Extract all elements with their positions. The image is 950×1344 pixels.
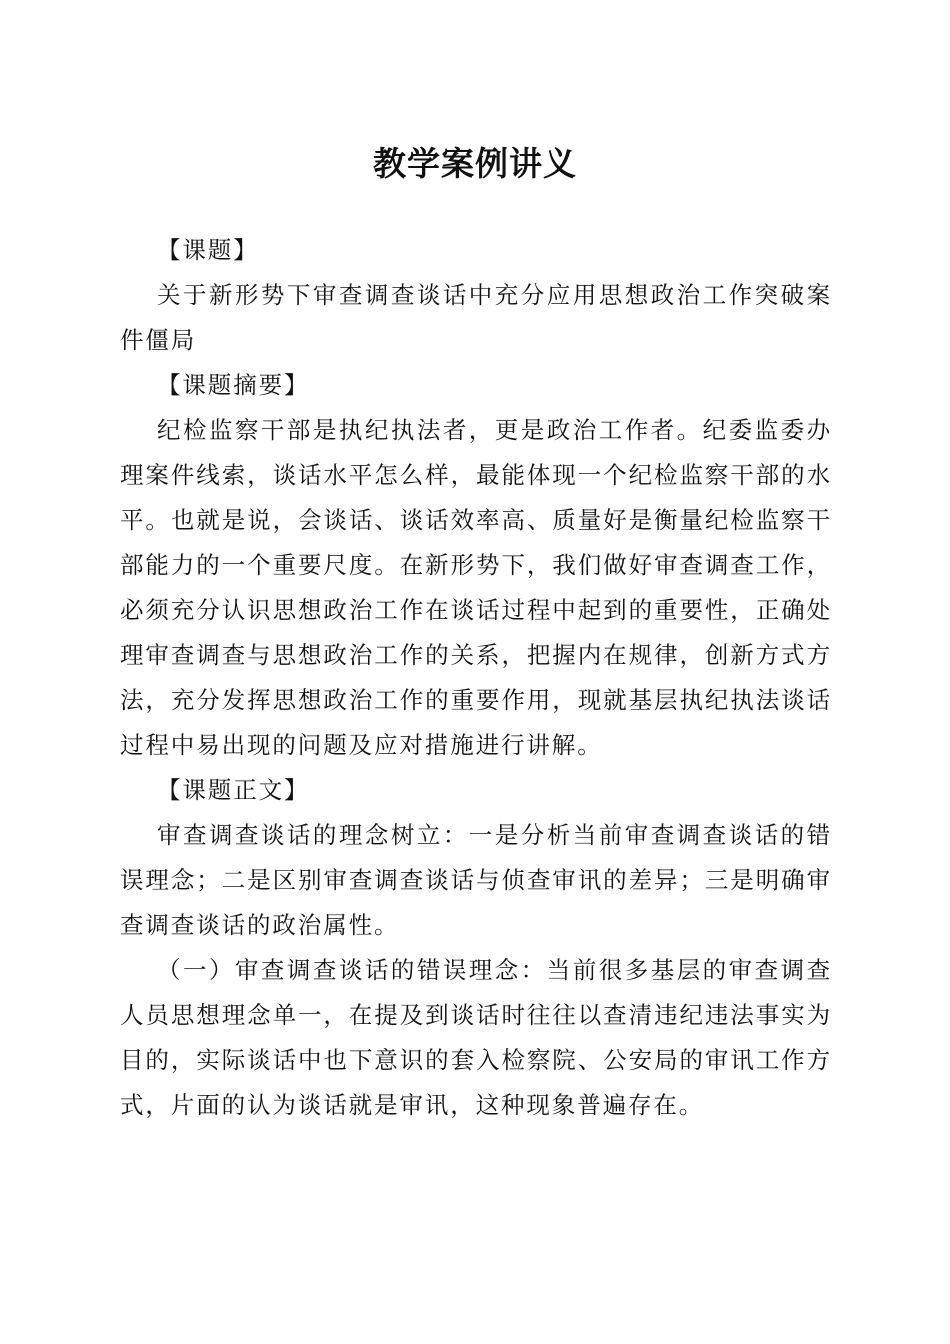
body-heading: 【课题正文】 (157, 776, 310, 804)
point-one: （一）审查调查谈话的错误理念：当前很多基层的审查调查人员思想理念单一，在提及到谈话时往往以查清违纪违法事实为目的，实际谈话中也下意识的套入检察院、公安局的审讯工作方式，片面的认为谈话就是审讯，这种现象普遍存在。 (120, 956, 832, 1119)
document-body (120, 228, 832, 1128)
document-title: 教学案例讲义 (373, 144, 577, 183)
abstract-heading: 【课题摘要】 (157, 371, 310, 399)
topic-heading: 【课题】 (157, 236, 259, 264)
abstract-text: 纪检监察干部是执纪执法者，更是政治工作者。纪委监委办理案件线索，谈话水平怎么样，最能体现一个纪检监察干部的水平。也就是说，会谈话、谈话效率高、质量好是衡量纪检监察干部能力的一个重要尺度。在新形势下，我们做好审查调查工作，必须充分认识思想政治工作在谈话过程中起到的重要性，正确处理审查调查与思想政治工作的关系，把握内在规律，创新方式方法，充分发挥思想政治工作的重要作用，现就基层执纪执法谈话过程中易出现的问题及应对措施进行讲解。 (120, 416, 832, 759)
body-intro: 审查调查谈话的理念树立：一是分析当前审查调查谈话的错误理念；二是区别审查调查谈话与侦查审讯的差异；三是明确审查调查谈话的政治属性。 (120, 821, 832, 939)
topic-text: 关于新形势下审查调查谈话中充分应用思想政治工作突破案件僵局 (120, 281, 832, 354)
